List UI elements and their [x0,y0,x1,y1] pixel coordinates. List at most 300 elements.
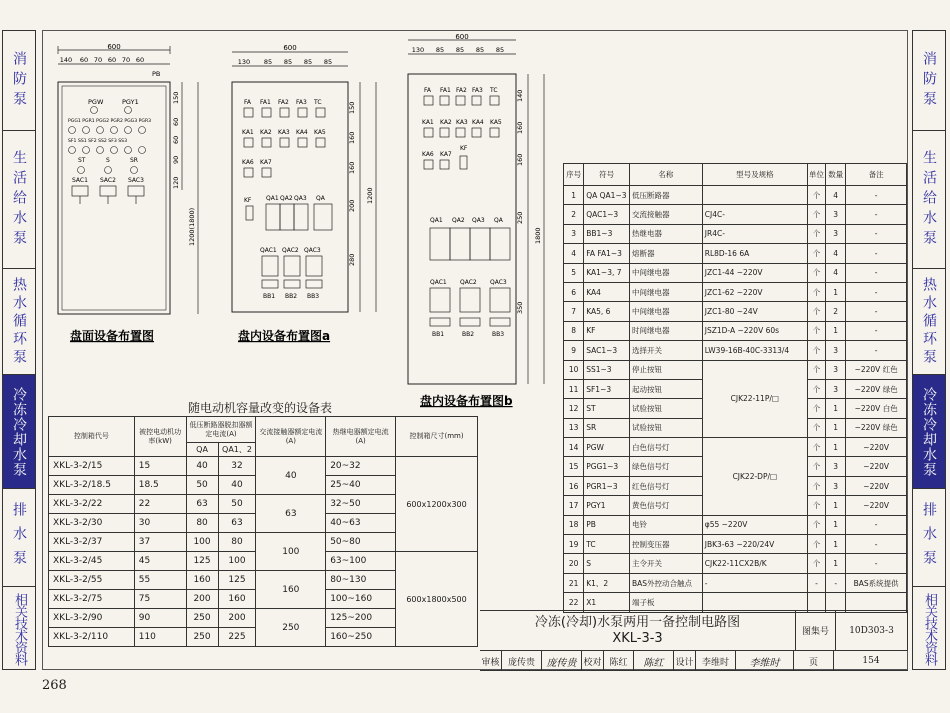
panel-inner-b-title: 盘内设备布置图b [420,394,513,408]
table-cell: - [846,535,907,554]
table-cell: 50 [218,495,256,514]
header-contactor: 交流接触器额定电流(A) [256,417,326,457]
lbl: KA3 [456,119,468,126]
table-cell: 40 [218,476,256,495]
lbl: QAC3 [490,279,507,286]
table-cell: 7 [564,302,584,321]
table-cell: 250 [186,628,218,647]
table-cell: 绿色信号灯 [629,457,702,476]
table-cell: 个 [807,263,825,282]
table-cell: 250 [186,609,218,628]
table-cell: 3 [826,224,846,243]
tab-label: 消防泵 [921,50,937,111]
contactor-group-cell: 40 [256,457,326,495]
table-cell: 个 [807,360,825,379]
table-cell: 160~250 [326,628,396,647]
table-cell: 1 [826,321,846,340]
lbl: FA2 [278,99,289,106]
table-cell: LW39-16B-40C-3313/4 [702,341,807,360]
table-cell: 个 [807,244,825,263]
table-cell: PB [584,515,630,534]
motor-capacity-table [48,416,478,647]
page-number-cell: 154 [862,656,880,666]
table-cell: 4 [564,244,584,263]
table-cell: 20 [564,554,584,573]
right-tab-fire-pump[interactable] [913,31,945,131]
table-cell: 4 [826,186,846,205]
table-cell: - [846,244,907,263]
table-cell: 个 [807,302,825,321]
right-tab-related-docs[interactable] [913,587,945,671]
lbl: KA7 [440,151,452,158]
table-cell: 25~40 [326,476,396,495]
table-cell: 9 [564,341,584,360]
table-cell: 12 [564,399,584,418]
pb-label: PB [152,70,161,78]
header-cell: 符号 [584,164,630,186]
lbl: QAC1 [430,279,447,286]
table-cell: - [846,186,907,205]
table-cell: 40 [186,457,218,476]
lbl: KA2 [440,119,452,126]
table-cell: 125~200 [326,609,396,628]
table-cell: ~220V [846,457,907,476]
dim-col: 85 [455,46,465,54]
table-cell: 时间继电器 [629,321,702,340]
table-cell: 1 [826,418,846,437]
table-cell: 18.5 [134,476,186,495]
table-row [564,302,907,321]
lbl: QA2 [280,195,293,202]
table-cell: ~220V 红色 [846,360,907,379]
panel-inner-b-diagram [402,34,562,410]
table-cell: CJ4C- [702,205,807,224]
table-cell: 45 [134,552,186,571]
table-cell: 个 [807,224,825,243]
dim-row: 280 [348,253,356,266]
atlas-label: 图集号 [796,611,836,651]
lbl: QA1 [430,217,443,224]
table-cell: JZC1-62 ~220V [702,282,807,301]
table-cell: 63~100 [326,552,396,571]
table-cell: XKL-3-2/18.5 [49,476,135,495]
table-cell: 30 [134,514,186,533]
table-cell: - [846,224,907,243]
lbl: BB3 [307,293,320,300]
book-page-number: 268 [42,678,67,693]
lbl: QA3 [294,195,307,202]
pgw-label: PGW [88,98,104,106]
dim-height: 1800 [534,227,542,244]
table-row [564,438,907,457]
table-cell: 63 [186,495,218,514]
tab-label: 排水泵 [921,501,937,574]
dim-height: 1200 [366,187,374,204]
left-tab-related-docs[interactable] [3,587,35,671]
right-tab-chilled-water-pump[interactable] [913,375,945,489]
left-tab-hot-water-pump[interactable] [3,269,35,375]
dim-col: 85 [435,46,445,54]
dim-col: 140 [59,56,73,64]
table-cell: KA1~3, 7 [584,263,630,282]
table-cell: 中间继电器 [629,302,702,321]
dim-col: 60 [135,56,145,64]
lbl: KA3 [278,129,290,136]
table-cell: 2 [826,302,846,321]
dim-width: 600 [283,44,297,52]
table-cell: 热继电器 [629,224,702,243]
lbl: KA4 [296,129,308,136]
table-cell: 1 [826,399,846,418]
table-cell: ~220V [846,476,907,495]
lbl: QAC1 [260,247,277,254]
table-cell: JSZ1D-A ~220V 60s [702,321,807,340]
table-cell: RL8D-16 6A [702,244,807,263]
dim-row: 350 [516,301,524,314]
table-cell: 55 [134,571,186,590]
pgy1-label: PGY1 [122,98,139,106]
table-cell: CJK22-11CX2B/K [702,554,807,573]
table-cell: 14 [564,438,584,457]
tab-label: 生活给水泵 [921,149,937,250]
table-cell: 200 [186,590,218,609]
table-cell: 红色信号灯 [629,476,702,495]
equipment-table-body [564,186,907,613]
table-cell: 15 [564,457,584,476]
lbl: BB2 [285,293,298,300]
lbl: KA7 [260,159,272,166]
table-cell: 40~63 [326,514,396,533]
table-cell: 个 [807,282,825,301]
header-size: 控制箱尺寸(mm) [396,417,478,457]
header-qa12: QA1、2 [218,443,256,457]
header-power: 被控电动机功率(kW) [134,417,186,457]
table-cell: 110 [134,628,186,647]
left-tab-domestic-water-pump[interactable] [3,131,35,269]
table-cell: 22 [134,495,186,514]
left-tab-fire-pump[interactable] [3,31,35,131]
title-block [480,610,908,670]
dim-col: 60 [79,56,89,64]
lbl: BB3 [492,331,505,338]
panel-face-diagram [48,40,218,360]
tab-label: 相关技术资料 [922,593,937,665]
lbl: QAC2 [282,247,299,254]
table-cell: PGY1 [584,496,630,515]
table-cell: 电铃 [629,515,702,534]
table-cell: SF1~3 [584,379,630,398]
dim-width: 600 [455,34,469,41]
contactor-group-cell: 160 [256,571,326,609]
table-cell: 19 [564,535,584,554]
table-row [564,360,907,379]
table-cell: φ55 ~220V [702,515,807,534]
table-cell: 100 [218,552,256,571]
table-cell: 中间继电器 [629,263,702,282]
dim-col: 60 [107,56,117,64]
table-cell: 17 [564,496,584,515]
table-cell: - [846,263,907,282]
sac3-label: SAC3 [128,177,144,184]
table-cell: PGG1~3 [584,457,630,476]
table-cell: 32~50 [326,495,396,514]
title-line-1: 冷冻(冷却)水泵两用一备控制电路图 [534,614,741,630]
lbl: KA2 [260,129,272,136]
table-row [564,321,907,340]
table-cell: 3 [826,205,846,224]
lbl: QA [316,195,325,202]
table-cell: 8 [564,321,584,340]
table-cell: 160 [218,590,256,609]
table-cell: XKL-3-2/37 [49,533,135,552]
dim-row: 150 [172,91,180,104]
right-tab-drainage-pump[interactable] [913,489,945,587]
table-cell: BB1~3 [584,224,630,243]
dim-row: 140 [516,89,524,102]
table-cell: 6 [564,282,584,301]
table-cell: 个 [807,554,825,573]
equipment-table [563,163,907,613]
lbl: FA3 [296,99,307,106]
table-cell: 个 [807,418,825,437]
table-cell: 交流接触器 [629,205,702,224]
table-cell: 37 [134,533,186,552]
panel-face-title: 盘面设备布置图 [70,329,155,343]
table-row [564,186,907,205]
right-tab-hot-water-pump[interactable] [913,269,945,375]
header-relay: 热继电器额定电流(A) [326,417,396,457]
table-row [564,535,907,554]
table-cell: XKL-3-2/90 [49,609,135,628]
panel-inner-a-title: 盘内设备布置图a [238,329,331,343]
table-cell: 熔断器 [629,244,702,263]
table-row [564,515,907,534]
table-cell: 63 [218,514,256,533]
table-cell: 1 [826,535,846,554]
motor-table-title: 随电动机容量改变的设备表 [188,401,333,415]
table-cell: 1 [564,186,584,205]
table-cell: 个 [807,476,825,495]
table-cell: 1 [826,554,846,573]
motor-table-body [49,457,478,647]
table-cell: 个 [807,321,825,340]
table-cell: XKL-3-2/45 [49,552,135,571]
dim-col: 85 [323,58,333,66]
table-cell: SR [584,418,630,437]
table-cell: 白色信号灯 [629,438,702,457]
checker-signature: 陈红 [634,651,674,671]
checker-name: 陈红 [604,651,634,671]
table-cell: 2 [564,205,584,224]
sac2-label: SAC2 [100,177,116,184]
table-cell: ~220V 白色 [846,399,907,418]
table-cell: 20~32 [326,457,396,476]
table-cell: 200 [218,609,256,628]
table-cell: 个 [807,457,825,476]
lbl: FA3 [472,87,483,94]
dim-height: 1200(1800) [188,207,196,246]
table-cell: - [846,282,907,301]
kf-label: KF [244,197,252,204]
dim-col: 85 [303,58,313,66]
dim-col: 85 [263,58,273,66]
panel-inner-a-diagram [226,40,396,360]
table-cell: 停止按钮 [629,360,702,379]
table-cell: 个 [807,186,825,205]
tab-label: 相关技术资料 [12,593,27,665]
right-tab-bar [912,30,946,670]
table-cell: 个 [807,515,825,534]
table-row [564,554,907,573]
table-cell: 1 [826,438,846,457]
table-cell: 50 [186,476,218,495]
check-label: 校对 [582,651,604,671]
table-cell: ~220V [846,438,907,457]
table-cell: 低压断路器 [629,186,702,205]
designer-signature: 李维时 [736,651,794,671]
table-cell: XKL-3-2/75 [49,590,135,609]
table-cell: - [846,341,907,360]
table-cell: 3 [826,360,846,379]
st-label: ST [78,157,86,164]
table-cell: KF [584,321,630,340]
table-cell: S [584,554,630,573]
lbl: KA5 [490,119,502,126]
lbl: KA1 [242,129,254,136]
left-tab-chilled-water-pump[interactable] [3,375,35,489]
table-cell: - [846,205,907,224]
table-cell: 主令开关 [629,554,702,573]
left-tab-drainage-pump[interactable] [3,489,35,587]
dim-row: 160 [348,131,356,144]
table-row [564,224,907,243]
lbl: QA1 [266,195,279,202]
lbl: QAC2 [460,279,477,286]
table-cell: 1 [826,282,846,301]
header-cell: 序号 [564,164,584,186]
review-label: 审核 [480,651,502,671]
table-cell: 5 [564,263,584,282]
tab-label: 消防泵 [11,50,27,111]
dim-row: 90 [172,155,180,164]
table-cell: ~220V [846,496,907,515]
dim-row: 60 [172,135,180,144]
lbl: KA4 [472,119,484,126]
reviewer-signature: 庞传贵 [542,651,582,671]
s-label: S [106,157,110,164]
signature-row [480,651,908,671]
lbl: QA2 [452,217,465,224]
drawing-title [480,611,796,651]
table-cell: 4 [826,244,846,263]
table-cell: 21 [564,573,584,592]
table-cell: KA5, 6 [584,302,630,321]
lamps-label: PGG1 PGR1 PGG2 PGR2 PGG3 PGR3 [68,119,152,124]
dim-row: 60 [172,117,180,126]
table-cell: 控制变压器 [629,535,702,554]
table-cell: 个 [807,379,825,398]
table-cell: XKL-3-2/110 [49,628,135,647]
dim-row: 160 [516,121,524,134]
dim-col: 85 [495,46,505,54]
table-cell: 125 [218,571,256,590]
table-cell: ~220V 绿色 [846,379,907,398]
table-cell: 试验按钮 [629,418,702,437]
table-cell: - [826,573,846,592]
lbl: BB1 [432,331,445,338]
table-cell: 个 [807,341,825,360]
header-qa: QA [186,443,218,457]
table-cell: 80 [218,533,256,552]
table-cell: 80 [186,514,218,533]
table-cell: 18 [564,515,584,534]
table-cell: 4 [826,263,846,282]
dim-row: 250 [516,211,524,224]
dim-row: 120 [172,176,180,189]
table-row [564,573,907,592]
table-cell: 160 [186,571,218,590]
sac1-label: SAC1 [72,177,88,184]
table-cell: SS1~3 [584,360,630,379]
table-cell: 试验按钮 [629,399,702,418]
table-cell: JBK3-63 ~220/24V [702,535,807,554]
table-cell: XKL-3-2/55 [49,571,135,590]
table-row [49,457,478,476]
dim-row: 160 [516,153,524,166]
merged-spec-buttons: CJK22-11P/□ [702,360,807,438]
table-row [564,205,907,224]
table-cell [702,186,807,205]
table-cell: X1 [584,593,630,612]
table-cell: - [846,515,907,534]
right-tab-domestic-water-pump[interactable] [913,131,945,269]
table-cell: 50~80 [326,533,396,552]
header-cell: 型号及规格 [702,164,807,186]
contactor-group-cell: 250 [256,609,326,647]
table-cell: 15 [134,457,186,476]
lbl: FA [424,87,432,94]
table-cell: - [702,573,807,592]
dim-col: 85 [475,46,485,54]
table-cell: 3 [564,224,584,243]
table-cell: ST [584,399,630,418]
table-cell: 100~160 [326,590,396,609]
table-cell: JR4C- [702,224,807,243]
table-cell: XKL-3-2/15 [49,457,135,476]
table-cell: 75 [134,590,186,609]
table-cell: XKL-3-2/30 [49,514,135,533]
table-cell: 32 [218,457,256,476]
table-cell: 黄色信号灯 [629,496,702,515]
tab-label: 生活给水泵 [11,149,27,250]
header-breaker: 低压断路器脱扣器额定电流(A) [186,417,256,443]
lbl: KA6 [422,151,434,158]
table-cell: 10 [564,360,584,379]
table-cell: - [846,321,907,340]
lbl: KA5 [314,129,326,136]
table-cell: 端子板 [629,593,702,612]
table-cell: PGR1~3 [584,476,630,495]
table-cell: 3 [826,379,846,398]
table-cell: 个 [807,496,825,515]
lbl: FA2 [456,87,467,94]
dim-col: 130 [411,46,425,54]
dim-col: 70 [93,56,103,64]
table-row [564,282,907,301]
table-cell: BAS外控动合触点 [629,573,702,592]
tab-label: 排水泵 [11,501,27,574]
box-size-cell: 600x1200x300 [396,457,478,552]
